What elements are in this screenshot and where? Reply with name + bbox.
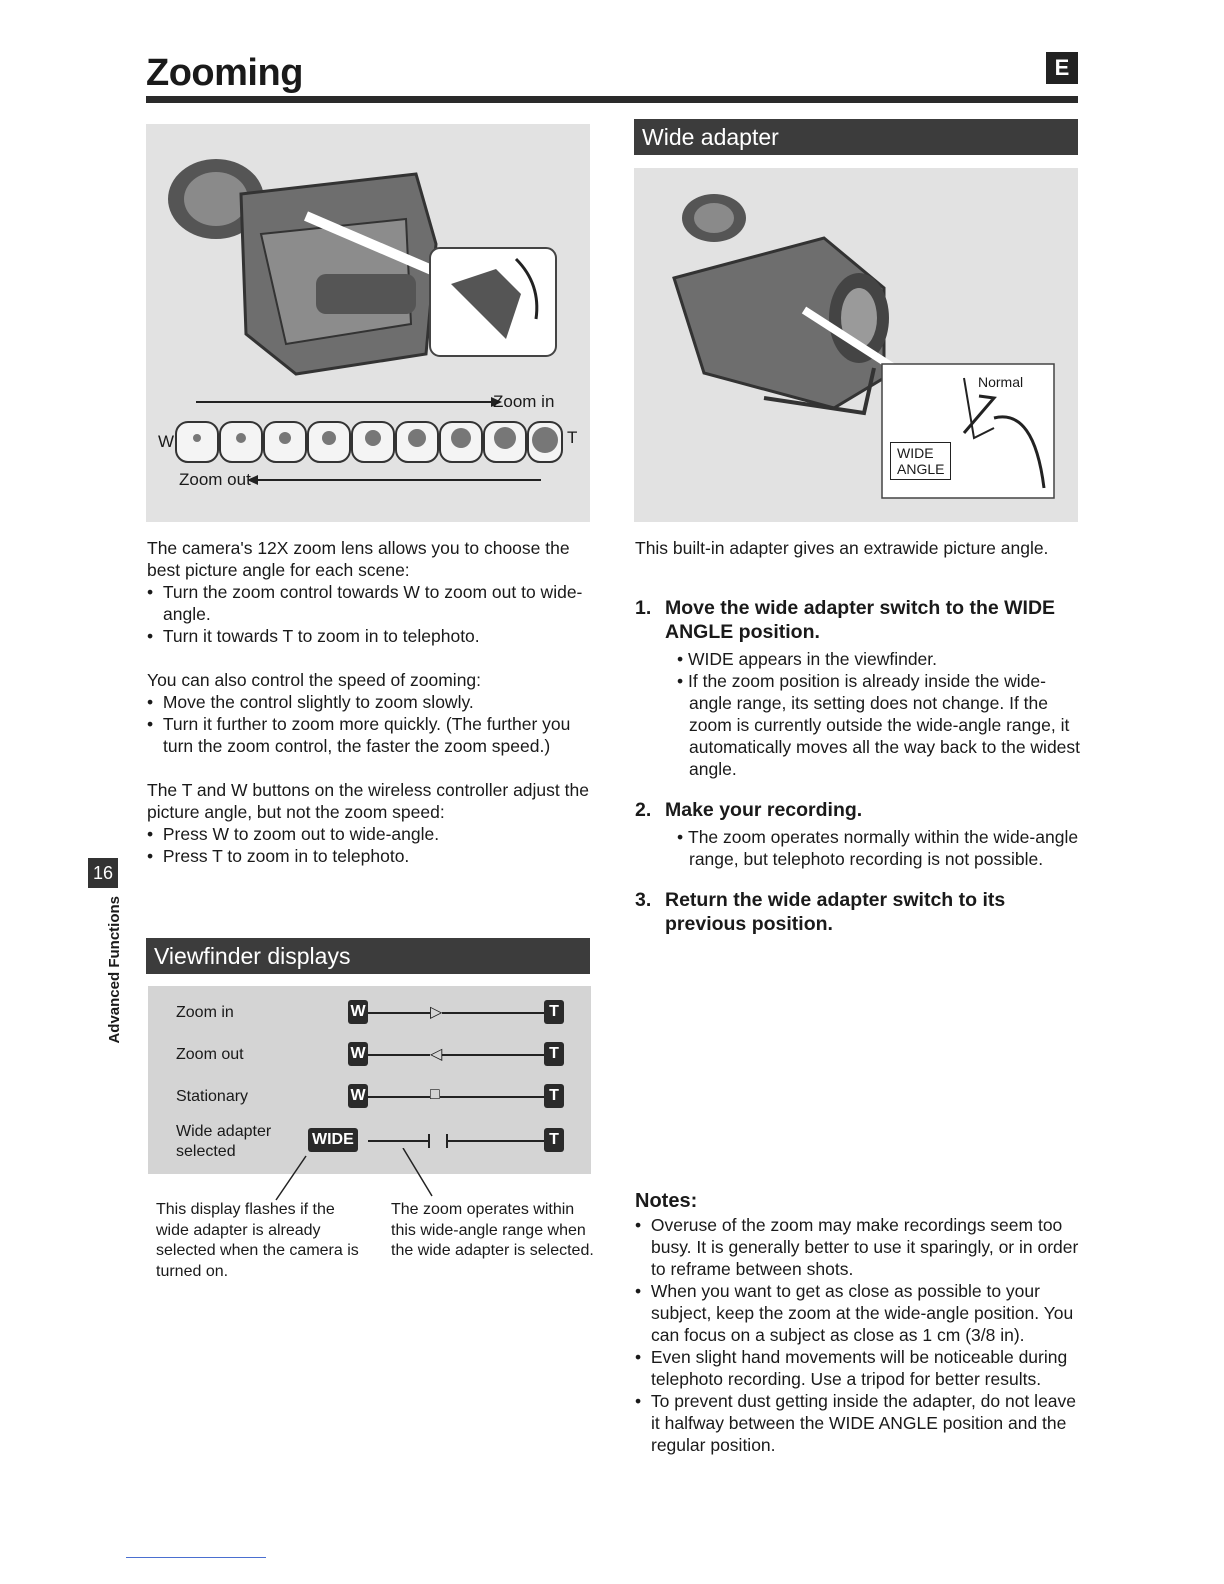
- step-number: 3.: [635, 889, 652, 911]
- caption-left: This display flashes if the wide adapter is already selected when the camera is turned on.: [156, 1201, 359, 1280]
- viewfinder-panel: [148, 986, 591, 1174]
- t-label: T: [567, 428, 578, 447]
- step-3-heading: [635, 888, 1080, 936]
- notes-list: [635, 1214, 1080, 1456]
- caption-right: The zoom operates within this wide-angle range when the wide adapter is selected.: [391, 1201, 594, 1259]
- vf-label-stationary: Stationary: [176, 1088, 249, 1105]
- normal-label: Normal: [978, 374, 1024, 390]
- page-number: 16: [88, 858, 118, 888]
- step-number: 2.: [635, 799, 652, 821]
- w-box: W: [348, 1084, 368, 1108]
- wide-adapter-intro: This built-in adapter gives an extrawide picture angle.: [635, 538, 1049, 558]
- step-title: Return the wide adapter switch to its previous position.: [665, 889, 1006, 935]
- remote-intro: The T and W buttons on the wireless controller adjust the picture angle, but not the zoom speed:: [147, 780, 589, 822]
- wide-adapter-heading: Wide adapter: [634, 119, 1078, 155]
- wide-adapter-steps: [635, 596, 1080, 936]
- viewfinder-heading: Viewfinder displays: [146, 938, 590, 974]
- list-item: • Move the control slightly to zoom slowly.: [147, 691, 592, 713]
- list-item: • When you want to get as close as possible to your subject, keep the zoom at the wide-angle position. You can focus on a subject as close as 1 cm (3/8 in).: [635, 1280, 1080, 1346]
- zoom-out-label: Zoom out: [179, 470, 251, 489]
- list-item: • Turn it further to zoom more quickly. (The further you turn the zoom control, the faster the zoom speed.): [147, 713, 592, 757]
- list-item: • Overuse of the zoom may make recordings seem too busy. It is generally better to use it sparingly, or in order to reframe between shots.: [635, 1214, 1080, 1280]
- zoom-out-marker: ◁: [430, 1046, 443, 1063]
- step-title: Make your recording.: [665, 799, 863, 821]
- zoom-in-label: Zoom in: [493, 392, 555, 411]
- t-box: T: [544, 1000, 564, 1024]
- list-item: • To prevent dust getting inside the adapter, do not leave it halfway between the WIDE ANGLE position and the regular position.: [635, 1390, 1080, 1456]
- vf-stationary-indicator: [348, 1084, 566, 1110]
- step-title: Move the wide adapter switch to the WIDE ANGLE position.: [665, 597, 1056, 643]
- vf-label-wide: Wide adapter selected: [176, 1123, 272, 1160]
- zooming-text: [147, 537, 592, 867]
- vf-zoom-in-indicator: [348, 1000, 566, 1026]
- step-1-body: [635, 648, 1080, 780]
- camcorder-wide-drawing: [634, 168, 1078, 522]
- wide-angle-box: [890, 442, 951, 480]
- camcorder-zoom-drawing: [146, 124, 590, 522]
- step-2-heading: [635, 798, 1080, 822]
- notes-heading: Notes:: [635, 1190, 698, 1212]
- list-item: • Press T to zoom in to telephoto.: [147, 845, 592, 867]
- t-box: T: [544, 1042, 564, 1066]
- zoom-in-marker: ▷: [430, 1004, 443, 1021]
- list-item: • The zoom operates normally within the wide-angle range, but telephoto recording is not possible.: [677, 826, 1080, 870]
- list-item: • Even slight hand movements will be noticeable during telephoto recording. Use a tripod for better results.: [635, 1346, 1080, 1390]
- vf-zoom-out-indicator: [348, 1042, 566, 1068]
- section-label: Advanced Functions: [106, 896, 123, 1044]
- wide-adapter-illustration: [634, 168, 1078, 522]
- speed-intro: You can also control the speed of zooming:: [147, 670, 482, 690]
- vf-label-zoom-in: Zoom in: [176, 1004, 234, 1021]
- w-label: W: [158, 432, 175, 451]
- w-box: W: [348, 1042, 368, 1066]
- step-1-heading: [635, 596, 1080, 644]
- stationary-marker: □: [430, 1086, 440, 1103]
- vf-label-zoom-out: Zoom out: [176, 1046, 244, 1063]
- wide-box: WIDE: [308, 1128, 358, 1152]
- viewfinder-callout-lines: [148, 1148, 591, 1208]
- list-item: • If the zoom position is already inside the wide-angle range, its setting does not change. If the zoom is currently outside the wide-angle range, it automatically moves all the way back to the widest angle.: [677, 670, 1080, 780]
- wide-angle-box-line1: WIDE: [897, 445, 934, 461]
- w-box: W: [348, 1000, 368, 1024]
- footer-rule: [126, 1557, 266, 1558]
- list-item: • WIDE appears in the viewfinder.: [677, 648, 1080, 670]
- list-item: • Turn the zoom control towards W to zoom out to wide-angle.: [147, 581, 592, 625]
- list-item: • Turn it towards T to zoom in to telephoto.: [147, 625, 592, 647]
- page-title: Zooming: [146, 52, 303, 94]
- zoom-illustration: [146, 124, 590, 522]
- step-2-body: [635, 826, 1080, 870]
- zoom-intro: The camera's 12X zoom lens allows you to choose the best picture angle for each scene:: [147, 538, 570, 580]
- t-box: T: [544, 1128, 564, 1152]
- wide-angle-box-line2: ANGLE: [897, 461, 945, 477]
- step-number: 1.: [635, 597, 652, 619]
- language-badge: E: [1046, 52, 1078, 84]
- title-rule: [146, 96, 1078, 103]
- t-box: T: [544, 1084, 564, 1108]
- list-item: • Press W to zoom out to wide-angle.: [147, 823, 592, 845]
